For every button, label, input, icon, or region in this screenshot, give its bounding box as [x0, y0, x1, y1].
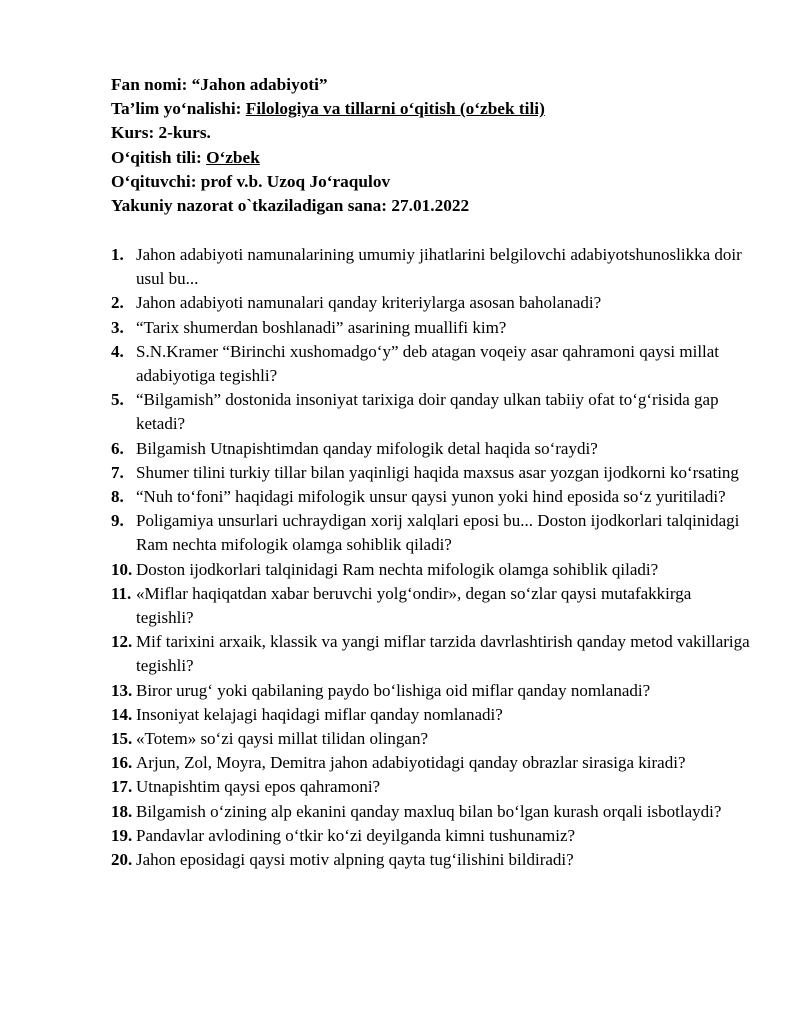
question-text: Arjun, Zol, Moyra, Demitra jahon adabiyotidagi qanday obrazlar sirasiga kiradi? [136, 753, 686, 773]
question-item [111, 751, 751, 775]
question-item [111, 775, 751, 799]
question-item [111, 703, 751, 727]
year-value: 2-kurs. [158, 123, 211, 143]
question-item [111, 558, 751, 582]
question-text: “Nuh to‘foni” haqidagi mifologik unsur qaysi yunon yoki hind eposida so‘z yuritiladi? [136, 487, 726, 507]
course-line [111, 73, 771, 97]
questions-list [111, 243, 751, 872]
course-value: “Jahon adabiyoti” [191, 75, 328, 94]
question-text: Bilgamish o‘zining alp ekanini qanday maxluq bilan bo‘lgan kurash orqali isbotlaydi? [136, 801, 722, 821]
question-text: “Bilgamish” dostonida insoniyat tarixiga doir qanday ulkan tabiiy ofat to‘g‘risida gap ketadi? [136, 390, 719, 434]
question-number: 9. [111, 511, 124, 531]
question-number: 7. [111, 462, 124, 482]
question-text: Biror urug‘ yoki qabilaning paydo bo‘lishiga oid miflar qanday nomlanadi? [136, 680, 651, 700]
question-number: 18. [111, 801, 133, 821]
question-number: 11. [111, 583, 132, 603]
question-item [111, 243, 751, 291]
question-number: 2. [111, 293, 124, 313]
question-number: 4. [111, 341, 124, 361]
question-item [111, 679, 751, 703]
question-item [111, 582, 751, 630]
question-item [111, 437, 751, 461]
question-number: 12. [111, 632, 133, 652]
question-text: Insoniyat kelajagi haqidagi miflar qanday nomlanadi? [136, 704, 503, 724]
question-text: “Tarix shumerdan boshlanadi” asarining muallifi kim? [136, 317, 507, 337]
question-text: «Miflar haqiqatdan xabar beruvchi yolg‘ondir», degan so‘zlar qaysi mutafakkirga tegishli? [136, 583, 692, 628]
language-value: O‘zbek [206, 147, 260, 167]
question-number: 20. [111, 850, 133, 870]
question-number: 16. [111, 753, 133, 773]
question-number: 1. [111, 245, 124, 264]
question-text: S.N.Kramer “Birinchi xushomadgo‘y” deb atagan voqeiy asar qahramoni qaysi millat adabiyotiga tegishli? [136, 341, 720, 386]
course-label: Fan nomi: [111, 75, 192, 94]
question-text: Jahon eposidagi qaysi motiv alpning qayta tug‘ilishini bildiradi? [136, 850, 574, 870]
question-number: 5. [111, 390, 124, 410]
question-text: Bilgamish Utnapishtimdan qanday mifologik detal haqida so‘raydi? [136, 438, 598, 458]
question-number: 13. [111, 680, 133, 700]
date-value: 27.01.2022 [391, 196, 470, 216]
question-text: Jahon adabiyoti namunalarining umumiy jihatlarini belgilovchi adabiyotshunoslikka doir usul bu... [136, 245, 742, 289]
question-item [111, 630, 751, 678]
question-number: 6. [111, 438, 124, 458]
direction-line [111, 97, 771, 121]
date-line [111, 194, 771, 218]
date-label: Yakuniy nazorat o`tkaziladigan sana: [111, 196, 392, 216]
language-line [111, 146, 771, 170]
question-number: 3. [111, 317, 124, 337]
question-item [111, 485, 751, 509]
year-label: Kurs: [111, 123, 159, 143]
question-number: 17. [111, 777, 133, 797]
question-number: 8. [111, 487, 124, 507]
direction-value: Filologiya va tillarni o‘qitish (o‘zbek tili) [245, 99, 545, 119]
question-text: Utnapishtim qaysi epos qahramoni? [136, 777, 381, 797]
question-text: Poligamiya unsurlari uchraydigan xorij xalqlari eposi bu... Doston ijodkorlari talqinidagi Ram nechta mifologik olamga sohiblik qiladi? [136, 511, 740, 555]
question-number: 10. [111, 559, 133, 579]
document-header [111, 73, 771, 218]
direction-label: Ta’lim yo‘nalishi: [111, 99, 246, 119]
question-text: Pandavlar avlodining o‘tkir ko‘zi deyilganda kimni tushunamiz? [136, 825, 576, 845]
teacher-label: O‘qituvchi: [111, 171, 201, 191]
question-item [111, 848, 751, 872]
question-number: 15. [111, 729, 133, 749]
question-number: 14. [111, 704, 133, 724]
question-number: 19. [111, 825, 133, 845]
teacher-line [111, 170, 771, 194]
question-item [111, 509, 751, 557]
question-text: Doston ijodkorlari talqinidagi Ram nechta mifologik olamga sohiblik qiladi? [136, 559, 659, 579]
question-text: Mif tarixini arxaik, klassik va yangi miflar tarzida davrlashtirish qanday metod vakillariga tegishli? [136, 632, 750, 676]
question-item [111, 800, 751, 824]
language-label: O‘qitish tili: [111, 147, 207, 167]
question-item [111, 461, 751, 485]
question-item [111, 824, 751, 848]
question-item [111, 291, 751, 315]
question-text: Shumer tilini turkiy tillar bilan yaqinligi haqida maxsus asar yozgan ijodkorni ko‘rsating [136, 462, 739, 482]
question-item [111, 340, 751, 388]
question-item [111, 316, 751, 340]
question-item [111, 727, 751, 751]
question-text: Jahon adabiyoti namunalari qanday kriteriylarga asosan baholanadi? [136, 293, 602, 313]
year-line [111, 121, 771, 145]
teacher-value: prof v.b. Uzoq Jo‘raqulov [200, 171, 391, 191]
question-text: «Totem» so‘zi qaysi millat tilidan olingan? [136, 729, 429, 749]
question-item [111, 388, 751, 436]
